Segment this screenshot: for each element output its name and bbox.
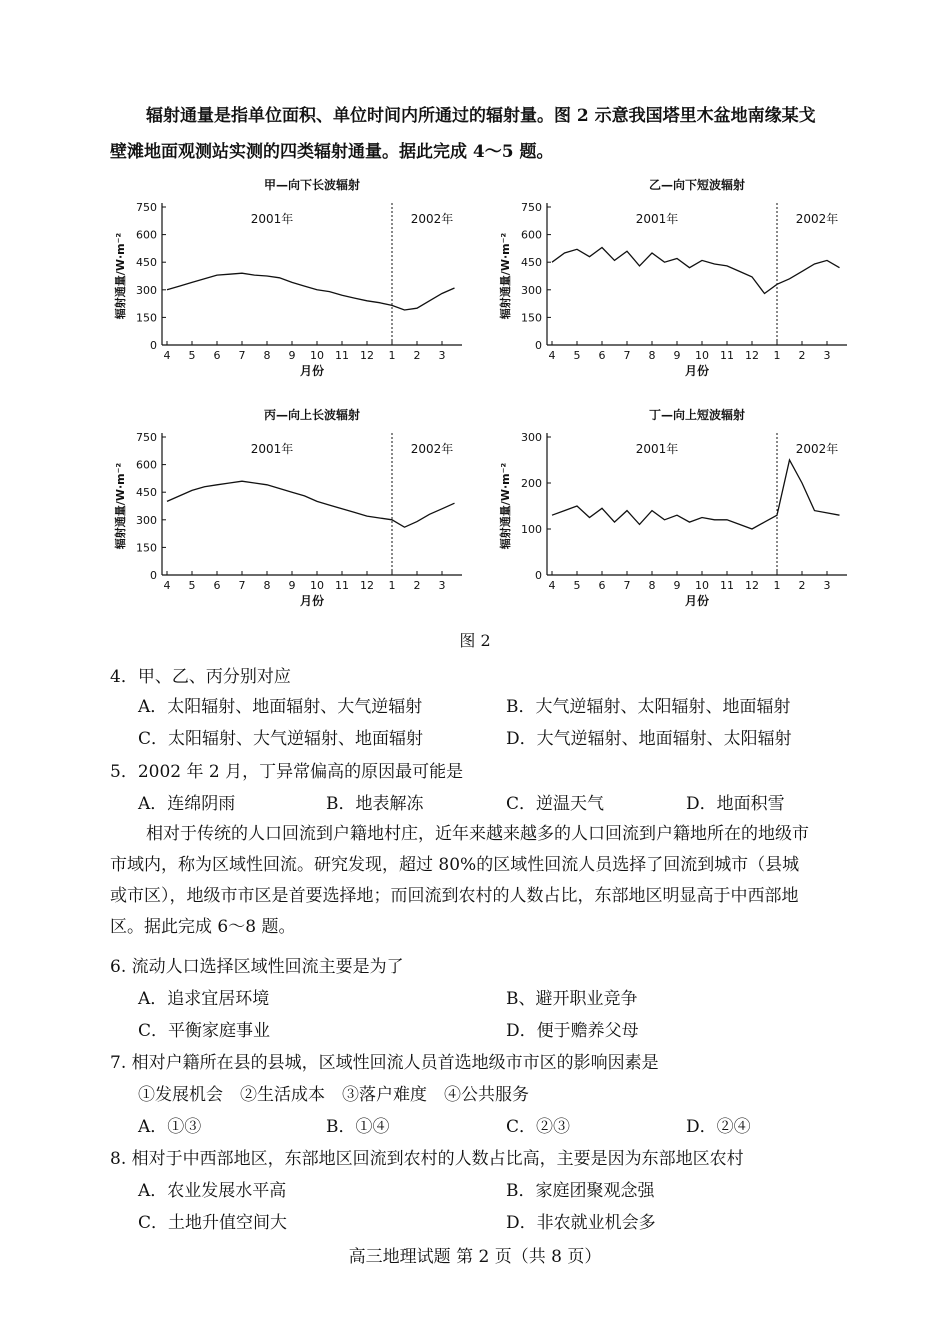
y-tick-label: 0 [535,339,542,352]
question-5-option-a: A．连绵阴雨 [138,794,236,814]
x-tick-label: 11 [720,579,734,592]
chart-title: 甲—向下长波辐射 [263,178,361,192]
x-tick-label: 2 [413,349,421,362]
x-tick-label: 3 [438,579,446,592]
x-tick-label: 6 [213,349,221,362]
chart-title: 丁—向上短波辐射 [648,408,746,422]
figure-caption: 图 2 [459,631,491,650]
year-label-2001: 2001年 [635,212,679,226]
y-tick-label: 600 [521,228,542,242]
x-axis-label: 月份 [684,594,710,608]
x-tick-label: 9 [288,349,296,362]
y-axis-label: 辐射通量/W·m⁻² [499,232,512,320]
x-tick-label: 8 [648,349,656,362]
x-tick-label: 1 [773,579,781,592]
x-tick-label: 9 [288,579,296,592]
x-tick-label: 11 [720,349,734,362]
question-5-option-d: D．地面积雪 [686,794,785,814]
question-8-option-a: A．农业发展水平高 [138,1181,287,1201]
x-tick-label: 9 [673,349,681,362]
question-6-option-a: A．追求宜居环境 [138,989,270,1009]
question-7-option-c: C．②③ [506,1117,571,1137]
y-tick-label: 450 [136,256,157,270]
x-tick-label: 12 [360,349,374,362]
x-tick-label: 5 [188,349,196,362]
page-footer: 高三地理试题 第 2 页（共 8 页） [348,1247,602,1267]
series-line [167,481,455,527]
question-4-option-a: A．太阳辐射、地面辐射、大气逆辐射 [138,697,423,717]
x-tick-label: 8 [648,579,656,592]
x-tick-label: 2 [798,579,806,592]
x-tick-label: 6 [213,579,221,592]
question-4-stem: 4．甲、乙、丙分别对应 [110,667,291,687]
year-label-2002: 2002年 [795,212,839,226]
x-tick-label: 8 [263,349,271,362]
question-5-option-c: C．逆温天气 [506,794,605,814]
chart-title: 丙—向上长波辐射 [263,408,361,422]
x-axis-label: 月份 [299,594,325,608]
x-tick-label: 1 [388,349,396,362]
question-6-option-b: B、避开职业竞争 [506,989,638,1009]
chart-bing [110,405,470,615]
x-tick-label: 11 [335,579,349,592]
y-tick-label: 450 [521,256,542,270]
intro2-line4: 区。据此完成 6～8 题。 [110,917,296,937]
x-axis-label: 月份 [299,364,325,378]
year-label-2001: 2001年 [250,442,294,456]
question-4-option-c: C．太阳辐射、大气逆辐射、地面辐射 [138,729,424,749]
question-5-option-b: B．地表解冻 [326,794,424,814]
x-tick-label: 2 [798,349,806,362]
y-tick-label: 450 [136,486,157,500]
year-label-2001: 2001年 [250,212,294,226]
x-tick-label: 4 [548,579,556,592]
chart-title: 乙—向下短波辐射 [648,178,746,192]
chart-jia [110,175,470,385]
x-tick-label: 1 [773,349,781,362]
x-tick-label: 7 [623,579,631,592]
x-tick-label: 5 [573,579,581,592]
x-tick-label: 2 [413,579,421,592]
year-label-2002: 2002年 [795,442,839,456]
x-tick-label: 4 [548,349,556,362]
y-tick-label: 0 [535,569,542,582]
x-tick-label: 10 [310,349,324,362]
intro1-line1: 辐射通量是指单位面积、单位时间内所通过的辐射量。图 2 示意我国塔里木盆地南缘某戈 [146,106,816,126]
series-line [552,460,840,529]
y-tick-label: 300 [136,513,157,527]
x-tick-label: 12 [745,579,759,592]
intro2-line1: 相对于传统的人口回流到户籍地村庄，近年来越来越多的人口回流到户籍地所在的地级市 [146,824,809,844]
y-axis-label: 辐射通量/W·m⁻² [114,232,127,320]
x-tick-label: 12 [360,579,374,592]
x-tick-label: 11 [335,349,349,362]
y-tick-label: 750 [521,201,542,214]
x-tick-label: 3 [823,579,831,592]
x-tick-label: 12 [745,349,759,362]
y-tick-label: 600 [136,458,157,472]
x-tick-label: 3 [823,349,831,362]
question-8-option-d: D．非农就业机会多 [506,1213,656,1233]
y-tick-label: 150 [521,311,542,325]
y-tick-label: 300 [521,283,542,297]
question-6-stem: 6. 流动人口选择区域性回流主要是为了 [110,957,404,977]
x-tick-label: 1 [388,579,396,592]
x-tick-label: 5 [188,579,196,592]
y-tick-label: 750 [136,201,157,214]
intro2-line2: 市域内，称为区域性回流。研究发现，超过 80%的区域性回流人员选择了回流到城市（县城 [110,855,800,875]
x-tick-label: 5 [573,349,581,362]
question-8-option-c: C．土地升值空间大 [138,1213,288,1233]
question-7-option-b: B．①④ [326,1117,390,1137]
y-tick-label: 100 [521,523,542,536]
question-4-option-b: B．大气逆辐射、太阳辐射、地面辐射 [506,697,791,717]
x-tick-label: 4 [163,349,171,362]
x-tick-label: 6 [598,579,606,592]
question-7-sub: ①发展机会 ②生活成本 ③落户难度 ④公共服务 [138,1085,529,1105]
y-tick-label: 150 [136,311,157,325]
y-axis-label: 辐射通量/W·m⁻² [499,462,512,550]
question-4-option-d: D．大气逆辐射、地面辐射、太阳辐射 [506,729,792,749]
series-line [167,273,455,310]
x-tick-label: 6 [598,349,606,362]
y-tick-label: 300 [521,431,542,444]
x-tick-label: 10 [695,579,709,592]
y-tick-label: 300 [136,283,157,297]
y-tick-label: 150 [136,541,157,555]
x-tick-label: 10 [695,349,709,362]
y-tick-label: 750 [136,431,157,444]
question-5-stem: 5．2002 年 2 月，丁异常偏高的原因最可能是 [110,762,464,782]
chart-yi [495,175,855,385]
y-tick-label: 600 [136,228,157,242]
x-tick-label: 9 [673,579,681,592]
intro2-line3: 或市区），地级市市区是首要选择地；而回流到农村的人数占比，东部地区明显高于中西部地 [110,886,799,906]
y-tick-label: 0 [150,569,157,582]
x-axis-label: 月份 [684,364,710,378]
question-6-option-d: D．便于赡养父母 [506,1021,639,1041]
year-label-2002: 2002年 [410,442,454,456]
x-tick-label: 7 [238,579,246,592]
y-tick-label: 0 [150,339,157,352]
question-8-stem: 8. 相对于中西部地区，东部地区回流到农村的人数占比高，主要是因为东部地区农村 [110,1149,744,1169]
y-tick-label: 200 [521,477,542,490]
series-line [552,248,840,294]
x-tick-label: 7 [623,349,631,362]
question-7-stem: 7. 相对户籍所在县的县城，区域性回流人员首选地级市市区的影响因素是 [110,1053,659,1073]
year-label-2002: 2002年 [410,212,454,226]
question-7-option-a: A．①③ [138,1117,202,1137]
question-8-option-b: B．家庭团聚观念强 [506,1181,655,1201]
x-tick-label: 4 [163,579,171,592]
x-tick-label: 10 [310,579,324,592]
intro1-line2: 壁滩地面观测站实测的四类辐射通量。据此完成 4～5 题。 [110,142,554,162]
question-6-option-c: C．平衡家庭事业 [138,1021,271,1041]
y-axis-label: 辐射通量/W·m⁻² [114,462,127,550]
chart-ding [495,405,855,615]
question-7-option-d: D．②④ [686,1117,751,1137]
x-tick-label: 8 [263,579,271,592]
year-label-2001: 2001年 [635,442,679,456]
x-tick-label: 7 [238,349,246,362]
x-tick-label: 3 [438,349,446,362]
